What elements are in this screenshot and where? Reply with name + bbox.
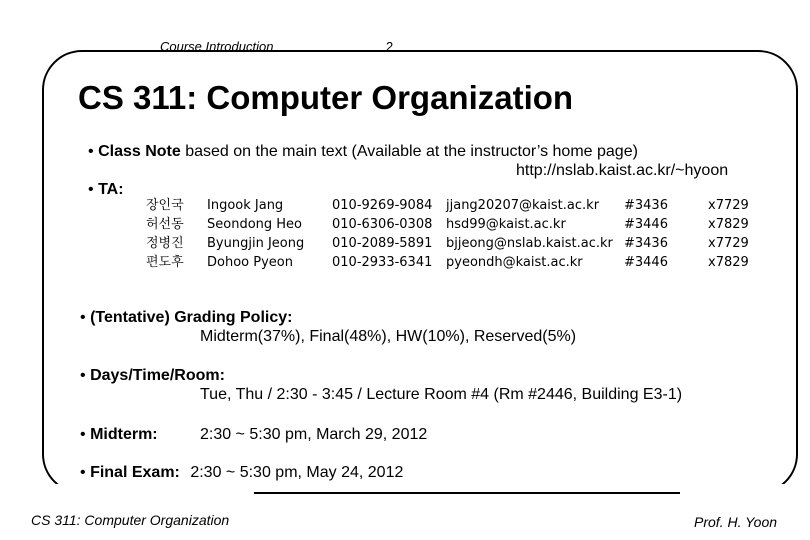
- slide-title: CS 311: Computer Organization: [78, 79, 574, 116]
- header-course-label: Course Introduction: [160, 39, 274, 54]
- ta-names: [207, 196, 304, 272]
- instructor-url: http://nslab.kaist.ac.kr/~hyoon: [516, 162, 729, 179]
- final-exam-label: Final Exam:: [90, 464, 180, 481]
- bullet: •: [80, 309, 86, 326]
- ta-ext: x7829: [708, 255, 749, 270]
- ta-phone: 010-2089-5891: [332, 236, 433, 251]
- ta-name: Dohoo Pyeon: [207, 255, 293, 270]
- page-number: 2: [386, 39, 394, 54]
- final-exam-detail: 2:30 ~ 5:30 pm, May 24, 2012: [190, 464, 404, 481]
- footer-professor: Prof. H. Yoon: [694, 514, 778, 530]
- frame-gap-left: [34, 484, 254, 498]
- bullet: •: [80, 464, 86, 481]
- ta-name: Byungjin Jeong: [207, 236, 305, 251]
- ta-label: TA:: [98, 181, 124, 198]
- ta-korean-name: 장인국: [146, 198, 184, 213]
- ta-extensions: [708, 196, 749, 272]
- grading-label: (Tentative) Grading Policy:: [90, 309, 293, 326]
- ta-phone: 010-6306-0308: [332, 217, 433, 232]
- ta-emails: [446, 196, 613, 272]
- ta-name: Ingook Jang: [207, 198, 284, 213]
- class-note-text: based on the main text (Available at the instructor’s home page): [180, 143, 638, 160]
- ta-room: #3446: [624, 217, 668, 232]
- days-detail: Tue, Thu / 2:30 - 3:45 / Lecture Room #4 (Rm #2446, Building E3-1): [200, 386, 683, 403]
- ta-phones: [332, 196, 432, 272]
- days-label: Days/Time/Room:: [90, 367, 225, 384]
- ta-ext: x7829: [708, 217, 749, 232]
- ta-email: bjjeong@nslab.kaist.ac.kr: [446, 236, 613, 251]
- final-exam-item: [80, 464, 403, 482]
- footer-course-title: CS 311: Computer Organization: [31, 512, 230, 528]
- ta-email: hsd99@kaist.ac.kr: [446, 217, 566, 232]
- class-note-item: [88, 143, 638, 161]
- bullet: •: [80, 367, 86, 384]
- class-note-label: Class Note: [98, 143, 181, 160]
- ta-phone: 010-2933-6341: [332, 255, 433, 270]
- ta-korean-name: 편도후: [146, 255, 184, 270]
- grading-item: [80, 309, 292, 327]
- midterm-item: [80, 426, 158, 444]
- bullet: •: [88, 143, 94, 160]
- ta-korean-name: 허선동: [146, 217, 184, 232]
- bullet: •: [88, 181, 94, 198]
- ta-email: pyeondh@kaist.ac.kr: [446, 255, 583, 270]
- days-item: [80, 367, 225, 385]
- bullet: •: [80, 426, 86, 443]
- grading-detail: Midterm(37%), Final(48%), HW(10%), Reserved(5%): [200, 328, 577, 345]
- ta-ext: x7729: [708, 236, 749, 251]
- ta-korean-names: [146, 196, 184, 272]
- ta-room: #3436: [624, 198, 668, 213]
- ta-item: [88, 181, 124, 199]
- ta-room: #3446: [624, 255, 668, 270]
- ta-ext: x7729: [708, 198, 749, 213]
- ta-rooms: [624, 196, 668, 272]
- frame-gap-right: [680, 484, 800, 498]
- ta-korean-name: 정병진: [146, 236, 184, 251]
- ta-email: jjang20207@kaist.ac.kr: [446, 198, 600, 213]
- ta-phone: 010-9269-9084: [332, 198, 433, 213]
- midterm-label: Midterm:: [90, 426, 158, 443]
- midterm-detail: 2:30 ~ 5:30 pm, March 29, 2012: [200, 426, 428, 443]
- ta-name: Seondong Heo: [207, 217, 302, 232]
- ta-room: #3436: [624, 236, 668, 251]
